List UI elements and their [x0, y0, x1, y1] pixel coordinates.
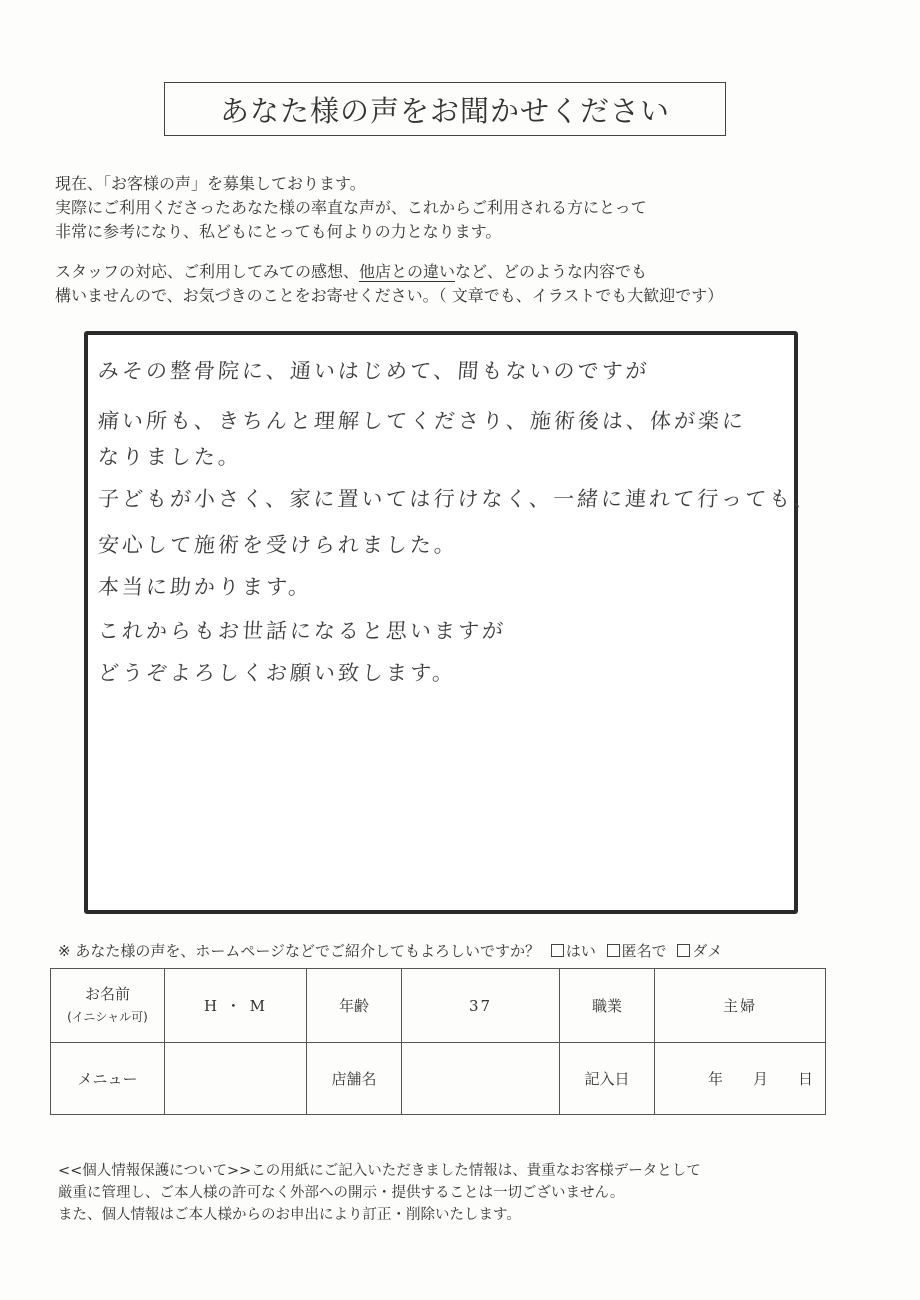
name-field[interactable]: H ・ M — [165, 969, 307, 1043]
comment-line: どうぞよろしくお願い致します。 — [97, 661, 458, 685]
customer-info-table — [50, 968, 826, 1115]
intro-line: 実際にご利用くださったあなた様の率直な声が、これからご利用される方にとって — [55, 198, 647, 217]
privacy-line: <<個人情報保護について>>この用紙にご記入いただきました情報は、貴重なお客様データとして — [58, 1163, 701, 1179]
privacy-notice — [58, 1160, 858, 1226]
name-label: お名前 (イニシャル可) — [51, 969, 165, 1043]
intro-line: スタッフの対応、ご利用してみての感想、他店との違いなど、どのような内容でも — [55, 262, 648, 281]
consent-anonymous-checkbox[interactable]: 匿名で — [607, 940, 667, 961]
consent-question: ※ あなた様の声を、ホームページなどでご紹介してもよろしいですか？ はい 匿名で ダメ — [58, 942, 723, 960]
comment-line: 痛い所も、きちんと理解してくださり、施術後は、体が楽に — [97, 409, 747, 433]
age-label: 年齢 — [307, 969, 402, 1043]
comment-line: 子どもが小さく、家に置いては行けなく、一緒に連れて行っても、 — [97, 487, 818, 511]
date-field[interactable]: 年 月 日 — [655, 1043, 826, 1115]
menu-label: メニュー — [51, 1043, 165, 1115]
shop-label: 店舗名 — [307, 1043, 402, 1115]
date-label: 記入日 — [560, 1043, 655, 1115]
occupation-field[interactable]: 主婦 — [655, 969, 826, 1043]
comment-line: みその整骨院に、通いはじめて、間もないのですが — [97, 359, 651, 383]
intro-paragraph-2 — [55, 260, 855, 308]
privacy-line: また、個人情報はご本人様からのお申出により訂正・削除いたします。 — [58, 1207, 521, 1223]
comment-line: これからもお世話になると思いますが — [97, 619, 507, 643]
underlined-phrase: 他店との違い — [359, 262, 456, 281]
intro-paragraph-1 — [55, 172, 855, 244]
intro-line: 現在、「お客様の声」を募集しております。 — [55, 174, 366, 193]
comment-box — [84, 331, 818, 914]
checkbox-icon — [607, 944, 620, 957]
menu-field[interactable] — [165, 1043, 307, 1115]
page-title: あなた様の声をお聞かせください — [164, 82, 726, 136]
comment-line: 本当に助かります。 — [97, 575, 314, 599]
consent-yes-checkbox[interactable]: はい — [551, 940, 596, 961]
comment-line: 安心して施術を受けられました。 — [97, 533, 459, 557]
checkbox-icon — [677, 944, 690, 957]
intro-line: 構いませんので、お気づきのことをお寄せください。（ 文章でも、イラストでも大歓迎です） — [55, 286, 724, 305]
privacy-line: 厳重に管理し、ご本人様の許可なく外部への開示・提供することは一切ございません。 — [58, 1185, 625, 1201]
occupation-label: 職業 — [560, 969, 655, 1043]
checkbox-icon — [551, 944, 564, 957]
shop-field[interactable] — [402, 1043, 560, 1115]
age-field[interactable]: 37 — [402, 969, 560, 1043]
comment-line: なりました。 — [97, 445, 243, 469]
intro-line: 非常に参考になり、私どもにとっても何よりの力となります。 — [55, 222, 502, 241]
consent-no-checkbox[interactable]: ダメ — [677, 940, 722, 961]
